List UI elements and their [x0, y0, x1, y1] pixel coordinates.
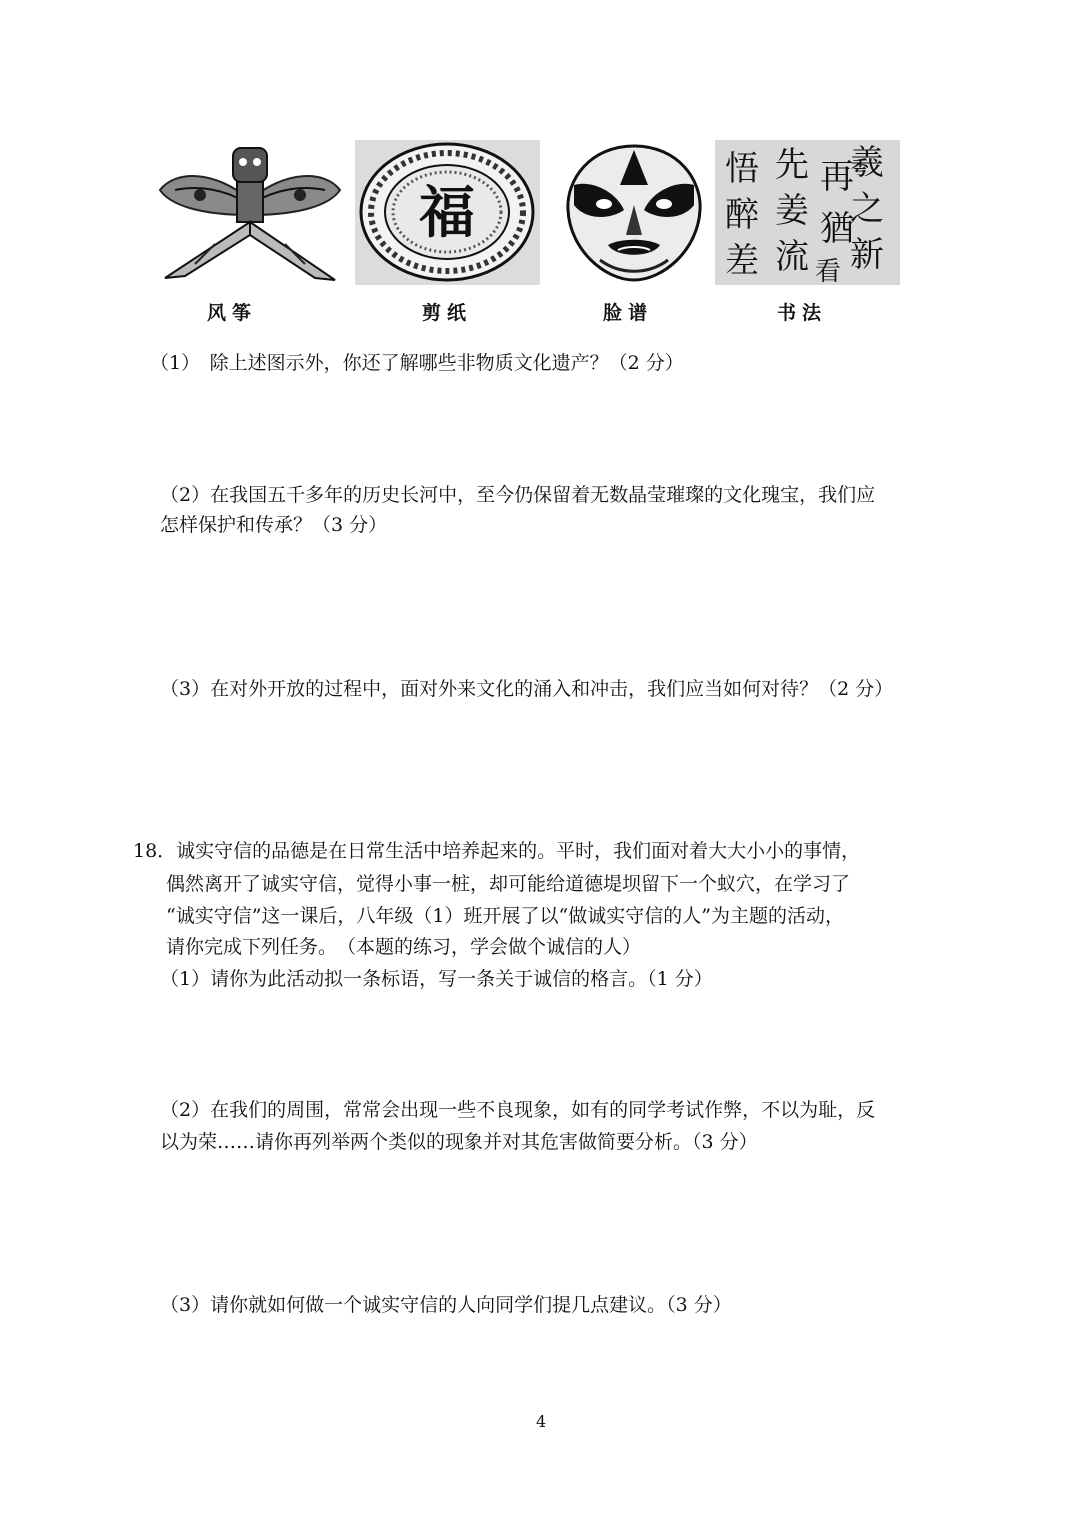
q17-sub3: （3）在对外开放的过程中，面对外来文化的涌入和冲击，我们应当如何对待？（2 分） [160, 678, 894, 700]
svg-text:姜: 姜 [775, 191, 809, 231]
page-number: 4 [536, 1412, 547, 1431]
caption-calligraphy: 书法 [777, 302, 828, 324]
q18-sub1: （1）请你为此活动拟一条标语，写一条关于诚信的格言。（1 分） [160, 968, 713, 990]
svg-text:新: 新 [850, 235, 884, 275]
heritage-figure-row [155, 140, 905, 325]
calligraphy-image [715, 140, 900, 285]
opera-mask-image [560, 140, 708, 285]
svg-text:看: 看 [815, 257, 842, 285]
q18-stem-line3: “诚实守信”这一课后，八年级（1）班开展了以“做诚实守信的人”为主题的活动， [166, 905, 844, 927]
svg-text:悟: 悟 [725, 149, 759, 189]
svg-text:先: 先 [775, 145, 809, 185]
svg-text:猶: 猶 [820, 209, 854, 249]
kite-image [155, 140, 345, 285]
caption-paper-cut: 剪纸 [422, 302, 473, 324]
paper-cut-image [355, 140, 540, 285]
papercut-fu-glyph: 福 [419, 180, 475, 246]
q17-sub2-line2: 怎样保护和传承？（3 分） [160, 514, 388, 536]
q17-sub2-line1: （2）在我国五千多年的历史长河中，至今仍保留着无数晶莹璀璨的文化瑰宝，我们应 [160, 484, 876, 506]
svg-text:流: 流 [775, 237, 809, 277]
caption-opera-mask: 脸谱 [603, 302, 654, 324]
q18-stem-line1: 18．诚实守信的品德是在日常生活中培养起来的。平时，我们面对着大大小小的事情， [133, 840, 861, 862]
q17-sub1: （1） 除上述图示外，你还了解哪些非物质文化遗产？（2 分） [150, 352, 684, 374]
q18-sub2-line2: 以为荣……请你再列举两个类似的现象并对其危害做简要分析。（3 分） [160, 1131, 758, 1153]
q18-stem-line4: 请你完成下列任务。 （本题的练习，学会做个诚信的人） [166, 936, 642, 958]
svg-text:再: 再 [820, 157, 854, 197]
q18-stem-line2: 偶然离开了诚实守信，觉得小事一桩，却可能给道德堤坝留下一个蚁穴，在学习了 [166, 873, 851, 895]
q18-sub3: （3）请你就如何做一个诚实守信的人向同学们提几点建议。（3 分） [160, 1294, 732, 1316]
svg-text:差: 差 [725, 241, 759, 281]
q18-sub2-line1: （2）在我们的周围，常常会出现一些不良现象，如有的同学考试作弊，不以为耻，反 [160, 1099, 876, 1121]
svg-text:之: 之 [850, 189, 884, 229]
svg-text:醉: 醉 [725, 195, 759, 235]
svg-text:羲: 羲 [850, 143, 884, 183]
caption-kite: 风筝 [207, 302, 258, 324]
